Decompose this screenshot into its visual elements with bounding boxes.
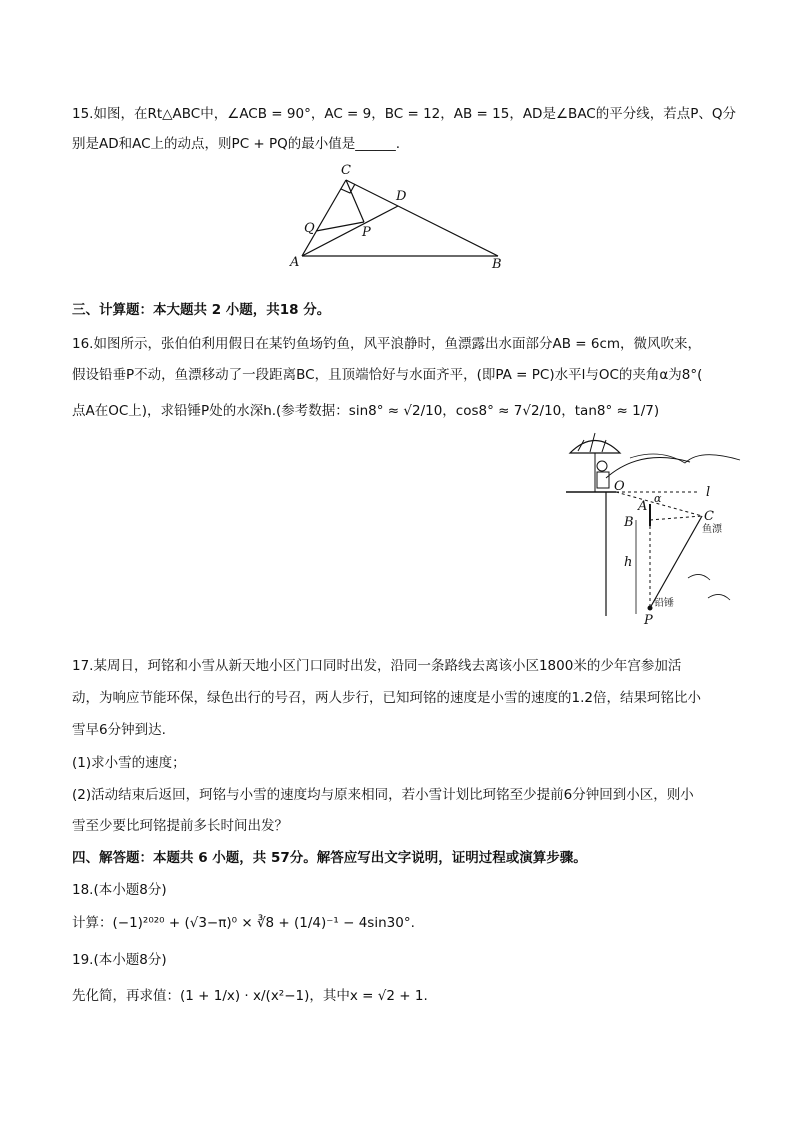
label-h: h xyxy=(624,555,633,570)
section-4-heading: 四、解答题：本题共 6 小题，共 57分。解答应写出文字说明，证明过程或演算步骤。 xyxy=(72,850,587,866)
label-Q: Q xyxy=(304,221,315,236)
q17-line-2: 动，为响应节能环保，绿色出行的号召，两人步行，已知珂铭的速度是小雪的速度的1.2倍，结果珂铭比小 xyxy=(72,690,701,706)
q15-line-1: 15.如图，在Rt△ABC中，∠ACB = 90°，AC = 9，BC = 12，AB = 15，AD是∠BAC的平分线，若点P、Q分 xyxy=(72,106,737,122)
label-A: A xyxy=(290,255,300,270)
label-A: A xyxy=(638,499,648,514)
q17-part-2-line-1: (2)活动结束后返回，珂铭与小雪的速度均与原来相同，若小雪计划比珂铭至少提前6分钟回到小区，则小 xyxy=(72,787,694,803)
q16-fishing-figure xyxy=(560,428,760,628)
q16-line-2: 假设铅垂P不动，鱼漂移动了一段距离BC，且顶端恰好与水面齐平，(即PA = PC)水平l与OC的夹角α为8°( xyxy=(72,367,703,383)
q15-triangle-figure xyxy=(280,158,520,270)
label-alpha: α xyxy=(654,492,662,505)
fishing-rod xyxy=(606,458,690,478)
label-O: O xyxy=(614,479,625,494)
q17-part-1: (1)求小雪的速度； xyxy=(72,755,186,771)
q17-line-1: 17.某周日，珂铭和小雪从新天地小区门口同时出发，沿同一条路线去离该小区1800米的少年宫参加活 xyxy=(72,658,682,674)
label-B: B xyxy=(492,257,502,270)
label-sinker: 铅锤 xyxy=(654,598,674,609)
q18-header: 18.(本小题8分) xyxy=(72,882,167,898)
q16-line-3: 点A在OC上)，求铅锤P处的水深h.(参考数据：sin8° ≈ √2/10，cos8° ≈ 7√2/10，tan8° ≈ 1/7) xyxy=(72,403,660,419)
label-l: l xyxy=(706,485,711,500)
q17-line-3: 雪早6分钟到达. xyxy=(72,722,166,738)
label-float: 鱼漂 xyxy=(702,524,722,535)
segment-QP xyxy=(316,222,364,231)
label-C: C xyxy=(704,509,714,524)
q17-part-2-line-2: 雪至少要比珂铭提前多长时间出发？ xyxy=(72,818,288,834)
segment-CB xyxy=(346,180,498,256)
q16-line-1: 16.如图所示，张伯伯利用假日在某钓鱼场钓鱼，风平浪静时，鱼漂露出水面部分AB = 6cm，微风吹来， xyxy=(72,336,702,352)
person-icon xyxy=(597,461,607,471)
q15-line-2: 别是AD和AC上的动点，则PC + PQ的最小值是______. xyxy=(72,136,401,152)
q19-expression: 先化简，再求值：(1 + 1/x) · x/(x²−1)，其中x = √2 + 1. xyxy=(72,988,428,1004)
label-C: C xyxy=(341,163,351,178)
label-D: D xyxy=(396,189,407,204)
umbrella-icon xyxy=(570,441,620,454)
section-3-heading: 三、计算题：本大题共 2 小题，共18 分。 xyxy=(72,302,331,318)
sinker-icon xyxy=(648,606,653,611)
label-P: P xyxy=(644,613,653,628)
label-B: B xyxy=(624,515,634,530)
segment-CP xyxy=(346,180,364,222)
q18-expression: 计算：(−1)²⁰²⁰ + (√3−π)⁰ × ∛8 + (1/4)⁻¹ − 4sin30°. xyxy=(72,915,415,931)
q19-header: 19.(本小题8分) xyxy=(72,952,167,968)
label-P: P xyxy=(362,225,371,240)
segment-BC xyxy=(650,516,702,520)
segment-PC xyxy=(650,516,702,608)
